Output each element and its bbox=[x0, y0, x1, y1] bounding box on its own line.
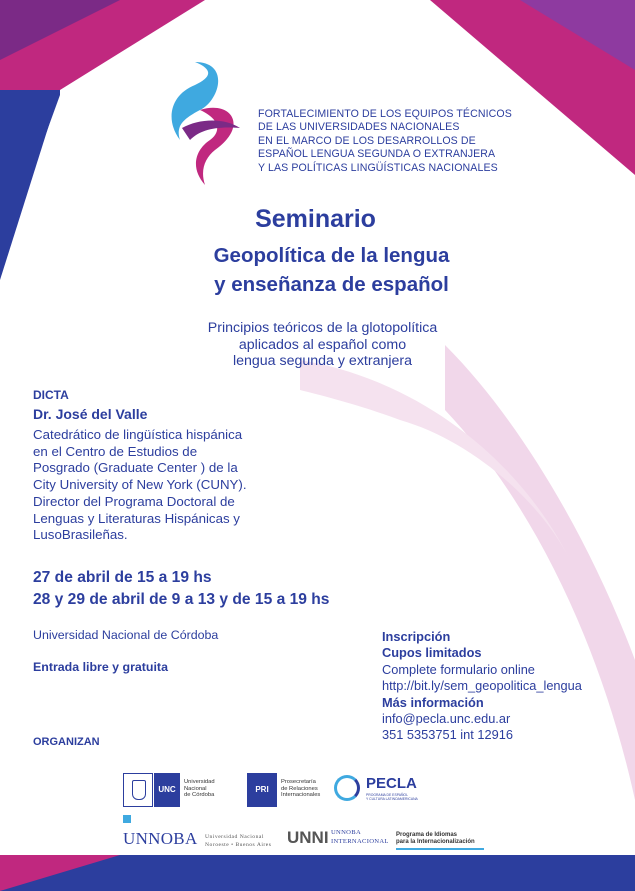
unc-crest-icon bbox=[123, 773, 153, 807]
unni-logo bbox=[287, 828, 392, 852]
schedule-date-1: 27 de abril de 15 a 19 hs bbox=[33, 569, 212, 586]
program-logo-icon bbox=[172, 62, 240, 185]
programa-idiomas-underline bbox=[396, 848, 484, 850]
pecla-subtitle: PROGRAMA DE ESPAÑOL Y CULTURA LATINOAMERICANA bbox=[366, 793, 418, 801]
organizers-label: ORGANIZAN bbox=[33, 736, 100, 748]
programa-idiomas-logo bbox=[396, 832, 488, 852]
unc-name: Universidad Nacional de Córdoba bbox=[184, 779, 215, 799]
venue-text: Universidad Nacional de Córdoba bbox=[33, 628, 219, 642]
speaker-label: DICTA bbox=[33, 388, 69, 402]
seminar-subject-line1: Geopolítica de la lengua bbox=[213, 244, 450, 267]
pecla-circle-icon bbox=[334, 775, 360, 801]
pri-logo bbox=[247, 773, 329, 807]
limited-seats-text: Cupos limitados bbox=[382, 645, 482, 661]
schedule-dates bbox=[33, 567, 329, 610]
registration-link[interactable]: http://bit.ly/sem_geopolitica_lengua bbox=[382, 678, 582, 694]
pri-name: Prosecretaría de Relaciones Internacionales bbox=[281, 779, 321, 799]
unnoba-logo bbox=[123, 815, 283, 849]
pecla-logo bbox=[334, 773, 429, 807]
unnoba-sub1: Universidad Nacional bbox=[205, 834, 264, 840]
pecla-name: PECLA bbox=[366, 775, 417, 792]
speaker-name: Dr. José del Valle bbox=[33, 406, 148, 422]
seminar-subject-line2: y enseñanza de español bbox=[214, 273, 449, 296]
more-info-heading: Más información bbox=[382, 694, 484, 710]
registration-block bbox=[382, 629, 582, 744]
unni-subtitle: UNNOBA INTERNACIONAL bbox=[331, 829, 389, 845]
schedule-date-2: 28 y 29 de abril de 9 a 13 y de 15 a 19 hs bbox=[33, 590, 330, 608]
unnoba-name: UNNOBA bbox=[123, 829, 198, 848]
entry-text: Entrada libre y gratuita bbox=[33, 660, 168, 674]
registration-instruction: Complete formulario online bbox=[382, 661, 535, 677]
contact-phone: 351 5353751 int 12916 bbox=[382, 727, 513, 743]
pri-abbr: PRI bbox=[247, 773, 277, 807]
unnoba-sub2: Noroeste • Buenos Aires bbox=[205, 842, 272, 848]
unnoba-square-icon bbox=[123, 815, 131, 823]
seminar-title: Seminario bbox=[255, 205, 376, 233]
unc-abbr: UNC bbox=[154, 773, 180, 807]
registration-heading: Inscripción bbox=[382, 629, 451, 644]
unni-name: UNNI bbox=[287, 828, 329, 847]
seminar-subtitle: Principios teóricos de la glotopolítica aplicados al español como lengua segunda y extranjera bbox=[207, 320, 438, 370]
speaker-bio: Catedrático de lingüística hispánica en el Centro de Estudios de Posgrado (Graduate Center ) de la City University of New York (CUNY). Director del Programa Doctoral de Lenguas y Literaturas Hispánicas y LusoBrasileñas. bbox=[33, 427, 247, 543]
contact-email[interactable]: info@pecla.unc.edu.ar bbox=[382, 711, 511, 727]
programa-idiomas-name: Programa de Idiomas para la Internacionalización bbox=[396, 832, 475, 846]
unc-logo bbox=[123, 773, 233, 807]
program-header-text: FORTALECIMIENTO DE LOS EQUIPOS TÉCNICOS DE LAS UNIVERSIDADES NACIONALES EN EL MARCO DE LOS DESARROLLOS DE ESPAÑOL LENGUA SEGUNDA O EXTRANJERA Y LAS POLÍTICAS LINGÜÍSTICAS NACIONALES bbox=[258, 108, 512, 174]
